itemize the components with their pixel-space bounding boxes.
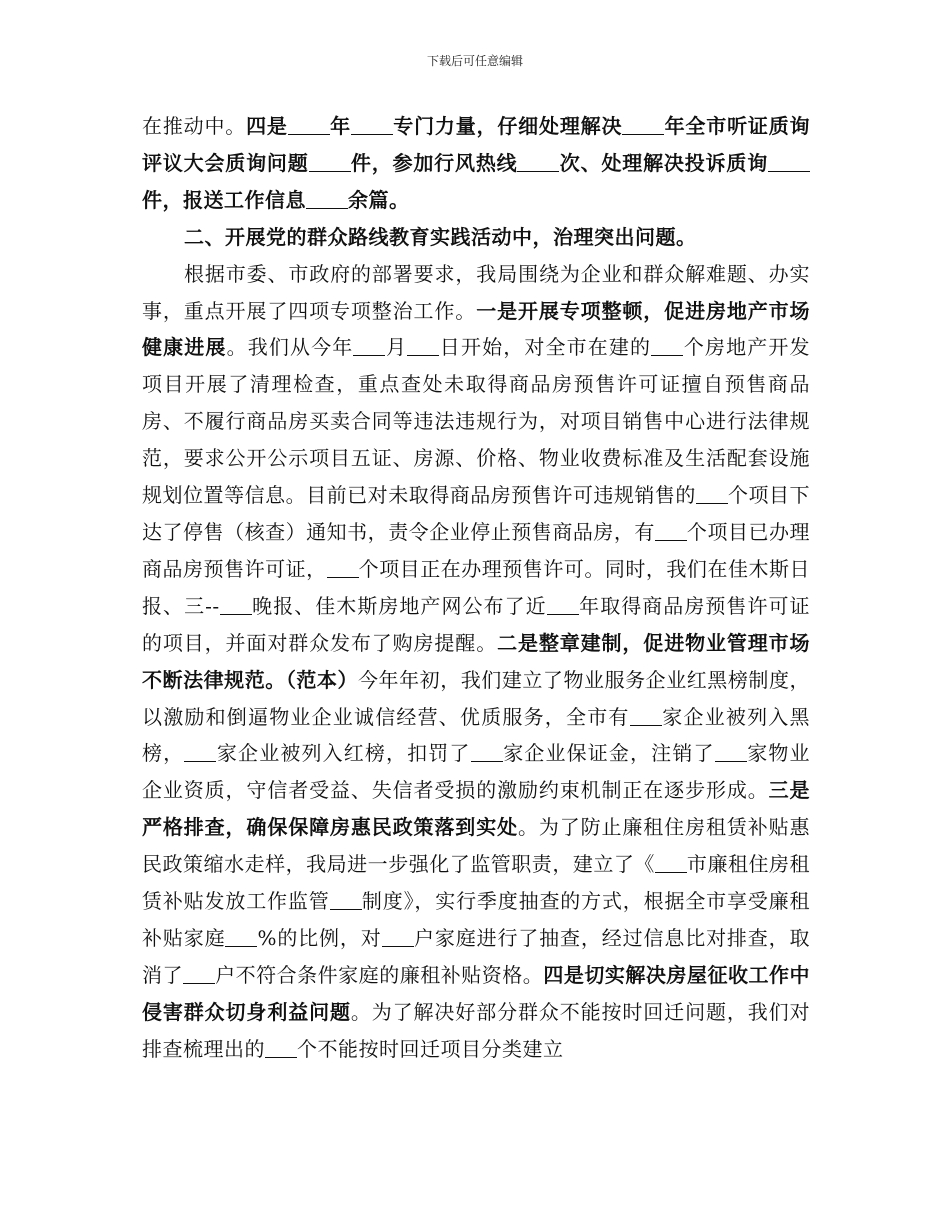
bold-text: 一是开展专项整顿，促进房地产市场健康进展 xyxy=(142,298,811,360)
paragraph-p3 xyxy=(142,256,810,1068)
bold-text: 年全市听证质询评议大会质询问题 xyxy=(142,114,811,175)
fill-in-blank xyxy=(715,741,747,762)
text-run: 根据市委、市政府的部署要求，我局围绕为企业和群众解难题、办实事，重点开展了四项专项整治工作。 xyxy=(142,261,810,323)
bold-text: 件，参加行风热线 xyxy=(350,150,518,175)
paragraph-p1 xyxy=(142,108,810,219)
fill-in-blank xyxy=(220,594,252,615)
fill-in-blank xyxy=(327,557,359,578)
bold-text: 年 xyxy=(329,114,351,138)
fill-in-blank xyxy=(225,926,257,947)
text-run: 晚报、佳木斯房地产网公布了近 xyxy=(251,593,547,618)
fill-in-blank xyxy=(696,483,728,504)
text-run: %的比例，对 xyxy=(257,925,382,950)
text-run: 户不符合条件家庭的廉租补贴资格。 xyxy=(215,962,544,987)
text-run: 日开始，对全市在建的 xyxy=(439,335,652,360)
fill-in-blank xyxy=(471,741,503,762)
text-run: 个项目正在办理预售许可。同时，我们在佳木斯日报、三-- xyxy=(142,556,811,618)
fill-in-blank xyxy=(547,594,579,615)
fill-in-blank xyxy=(382,926,414,947)
bold-text: 余篇。 xyxy=(348,187,410,212)
fill-in-blank xyxy=(622,114,664,135)
text-run: 家企业被列入红榜，扣罚了 xyxy=(216,741,471,766)
bold-text: 四是切实解决房屋征收工作中侵害群众切身利益问题 xyxy=(142,962,811,1024)
page-header: 下载后可任意编辑 xyxy=(426,54,523,68)
text-run: 制度》，实行季度抽查的方式，根据全市享受廉租补贴家庭 xyxy=(142,889,811,950)
bold-text: 二是整章建制，促进物业管理市场不断法律规范。（范本） xyxy=(142,630,811,692)
bold-text: 二、开展党的群众路线教育实践活动中，治理突出问题。 xyxy=(184,224,697,249)
fill-in-blank xyxy=(407,335,439,356)
text-run: 个不能按时回迁项目分类建立 xyxy=(297,1036,564,1061)
fill-in-blank xyxy=(288,114,330,135)
fill-in-blank xyxy=(265,1037,297,1058)
text-run: 家企业保证金，注销了 xyxy=(502,741,715,766)
fill-in-blank xyxy=(630,705,662,726)
fill-in-blank xyxy=(768,151,810,172)
text-run: 家物业企业资质，守信者受益、失信者受损的激励约束机制正在逐步形成。 xyxy=(142,741,811,803)
fill-in-blank xyxy=(353,335,385,356)
text-run: 在推动中。 xyxy=(142,114,247,138)
document-body xyxy=(142,108,810,1068)
text-run: 今年年初，我们建立了物业服务企业红黑榜制度，以激励和倒逼物业企业诚信经营、优质服务，全市有 xyxy=(142,667,810,729)
text-run: 市廉租住房租赁补贴发放工作监管 xyxy=(142,852,811,914)
bold-text: 三是严格排查，确保保障房惠民政策落到实处 xyxy=(142,778,811,840)
fill-in-blank xyxy=(655,520,687,541)
text-run: 月 xyxy=(385,335,408,360)
text-run: 个项目已办理商品房预售许可证， xyxy=(142,519,811,581)
fill-in-blank xyxy=(517,151,559,172)
bold-text: 件，报送工作信息 xyxy=(142,187,306,212)
fill-in-blank xyxy=(306,188,348,209)
fill-in-blank xyxy=(655,852,687,873)
fill-in-blank xyxy=(309,151,351,172)
fill-in-blank xyxy=(351,114,393,135)
text-run: 户家庭进行了抽查，经过信息比对排查，取消了 xyxy=(142,925,811,987)
text-run: 年取得商品房预售许可证的项目，并面对群众发布了购房提醒。 xyxy=(142,593,811,655)
text-run: 个项目下达了停售（核查）通知书，责令企业停止预售商品房，有 xyxy=(142,483,811,544)
text-run: 。为了解决好部分群众不能按时回迁问题，我们对排查梳理出的 xyxy=(142,999,811,1061)
text-run: 个房地产开发项目开展了清理检查，重点查处未取得商品房预售许可证擅自预售商品房、不履行商品房买卖合同等违法违规行为，对项目销售中心进行法律规范，要求公开公示项目五证、房源、价格、物业收费标准及生活配套设施规划位置等信息。目前已对未取得商品房预售许可违规销售的 xyxy=(142,335,811,508)
bold-text: 四是 xyxy=(246,114,288,138)
paragraph-p2 xyxy=(142,219,810,256)
fill-in-blank xyxy=(183,963,215,984)
text-run: 。为了防止廉租住房租赁补贴惠民政策缩水走样，我局进一步强化了监管职责，建立了《 xyxy=(142,815,811,877)
bold-text: 次、处理解决投诉质询 xyxy=(559,150,769,175)
text-run: 家企业被列入黑榜， xyxy=(142,704,811,766)
fill-in-blank xyxy=(651,335,683,356)
fill-in-blank xyxy=(330,889,362,910)
text-run: 。我们从今年 xyxy=(226,335,354,360)
bold-text: 专门力量，仔细处理解决 xyxy=(392,114,623,138)
fill-in-blank xyxy=(184,741,216,762)
